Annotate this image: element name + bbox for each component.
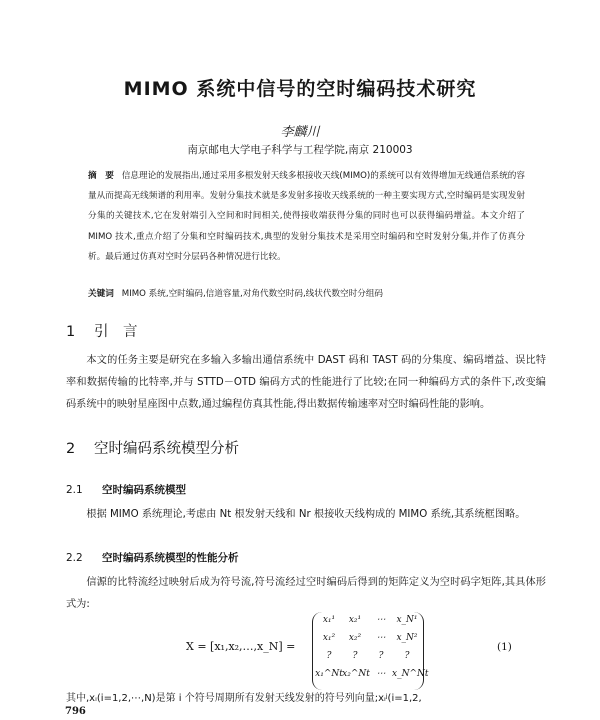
matrix-cell: x₂² <box>348 633 362 643</box>
section-1-number: 1 <box>66 324 76 340</box>
equation-number: (1) <box>497 641 512 653</box>
subsection-2-1-number: 2.1 <box>66 484 83 496</box>
matrix-cell: x_N^Nt <box>392 669 429 679</box>
abstract-label: 摘 要 <box>88 171 114 181</box>
section-1-paragraph: 本文的任务主要是研究在多输入多输出通信系统中 DAST 码和 TAST 码的分集度、编码增益、误比特率和数据传输的比特率,并与 STTD－OTD 编码方式的性能进行了比较;在同一种编码方式的条件下,改变编码系统中的映射星座图中点数,通过编程仿真其性能,得出数据传输速率对空时编码性能的影响。 <box>66 355 546 410</box>
matrix-cell: ⋯ <box>376 633 386 643</box>
affiliation: 南京邮电大学电子科学与工程学院,南京 210003 <box>187 144 413 156</box>
section-2-heading <box>66 437 239 458</box>
section-1-heading <box>66 320 138 341</box>
subsection-2-2-number: 2.2 <box>66 552 83 564</box>
keywords-text: MIMO 系统,空时编码,信道容量,对角代数空时码,线状代数空时分组码 <box>121 289 384 299</box>
subsection-2-2-paragraph: 信源的比特流经过映射后成为符号流,符号流经过空时编码后得到的矩阵定义为空时码字矩阵,其具体形式为: <box>66 577 546 610</box>
page-number: 796 <box>65 706 86 717</box>
matrix-cell: x₁¹ <box>322 615 336 625</box>
keywords <box>88 287 528 299</box>
body-text-line: 其中,xᵢ(i=1,2,⋯,N)是第 i 个符号周期所有发射天线发射的符号列向量;xᵢʲ(i=1,2, <box>66 693 422 704</box>
abstract-text: 信息理论的发展指出,通过采用多根发射天线多根接收天线(MIMO)的系统可以有效得增加无线通信系统的容量从而提高无线频谱的利用率。发射分集技术就是多发射多接收天线系统的一种主要实现方式,空时编码是实现发射分集的关键技术,它在发射端引入空间和时间相关,使得接收端获得分集的同时也可以获得编码增益。本文介绍了 MIMO 技术,重点介绍了分集和空时编码技术,典型的发射分集技术是采用空时编码和空时发射分集,并作了仿真分析。最后通过仿真对空时分层码各种情况进行比较。 <box>88 171 525 262</box>
matrix-cell: x_N² <box>396 633 418 643</box>
matrix-cell: x₁^Nt <box>315 669 343 679</box>
matrix-cell: x_N¹ <box>396 615 418 625</box>
section-1-title: 引 言 <box>94 324 138 340</box>
code-matrix <box>312 612 429 690</box>
subsection-2-2-title: 空时编码系统模型的性能分析 <box>102 552 239 564</box>
subsection-2-1-heading <box>66 482 186 497</box>
matrix-cell: x₂^Nt <box>342 669 370 679</box>
subsection-2-2-heading <box>66 550 239 565</box>
matrix-cell: ? <box>378 651 384 661</box>
equation-1 <box>186 612 429 690</box>
subsection-2-1-paragraph: 根据 MIMO 系统理论,考虑由 Nt 根发射天线和 Nr 根接收天线构成的 MIMO 系统,其系统框图略。 <box>86 509 526 520</box>
matrix-cell: ⋯ <box>376 615 386 625</box>
section-2-title: 空时编码系统模型分析 <box>94 441 239 457</box>
author-name: 李麟川 <box>280 125 320 140</box>
matrix-cell: ⋯ <box>376 669 386 679</box>
matrix-cell: ? <box>352 651 358 661</box>
keywords-label: 关键词 <box>88 289 114 299</box>
abstract <box>88 166 525 267</box>
equation-lhs: X = [x₁,x₂,…,x_N] = <box>186 640 296 653</box>
matrix-cell: x₁² <box>322 633 336 643</box>
matrix-cell: x₂¹ <box>348 615 362 625</box>
matrix-cell: ? <box>404 651 410 661</box>
section-2-number: 2 <box>66 441 76 457</box>
matrix-cell: ? <box>326 651 332 661</box>
paper-title: MIMO 系统中信号的空时编码技术研究 <box>123 78 477 100</box>
subsection-2-1-title: 空时编码系统模型 <box>102 484 186 496</box>
